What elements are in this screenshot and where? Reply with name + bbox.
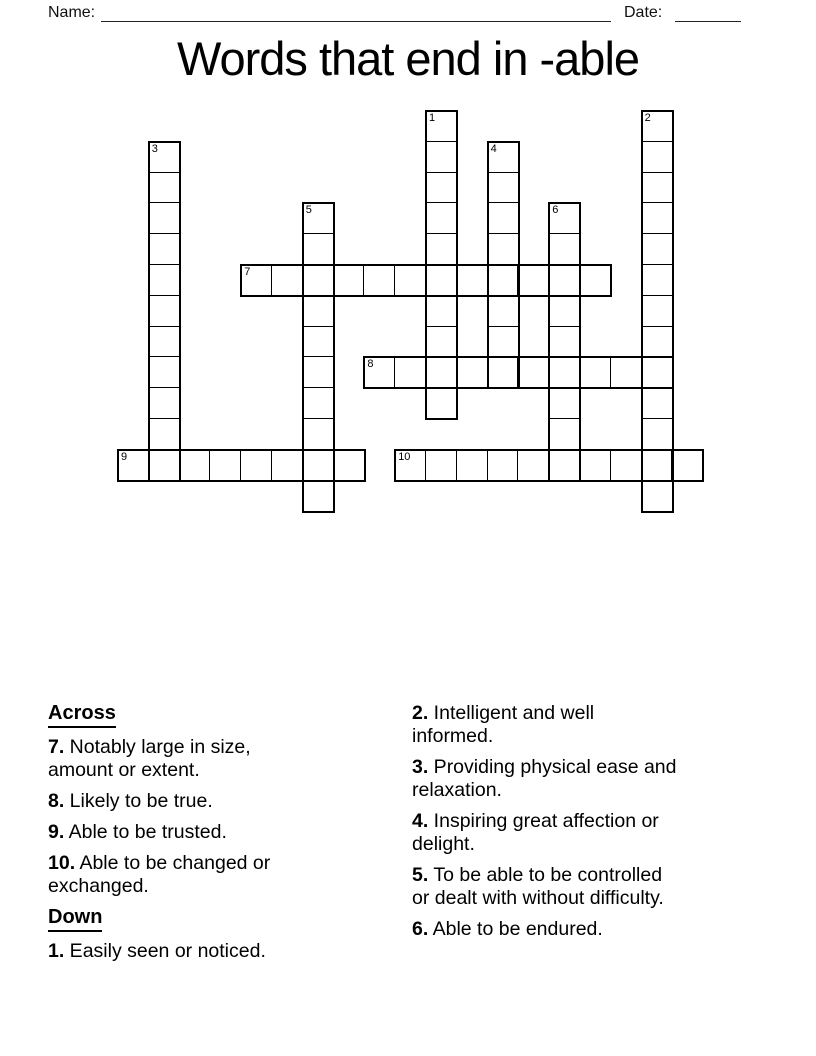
grid-cell[interactable] — [302, 202, 334, 234]
date-label: Date: — [624, 4, 663, 21]
clues-column-left — [48, 702, 403, 971]
grid-cell[interactable] — [641, 387, 673, 419]
clue-item: 3. Providing physical ease and relaxation. — [412, 756, 677, 801]
clue-number: 7. — [48, 736, 65, 758]
grid-cell[interactable] — [333, 264, 365, 296]
grid-cell[interactable] — [487, 264, 519, 296]
grid-cell[interactable] — [302, 326, 334, 358]
grid-cell[interactable] — [425, 449, 457, 481]
clues-column-right — [412, 702, 812, 949]
grid-cell[interactable] — [487, 326, 519, 358]
grid-cell[interactable] — [302, 480, 334, 512]
clue-number: 6. — [412, 918, 429, 940]
grid-cell[interactable] — [487, 141, 519, 173]
grid-cell[interactable] — [148, 172, 180, 204]
grid-cell[interactable] — [425, 110, 457, 142]
grid-cell[interactable] — [548, 295, 580, 327]
grid-cell[interactable] — [302, 418, 334, 450]
grid-cell[interactable] — [148, 449, 180, 481]
grid-cell[interactable] — [517, 356, 549, 388]
clue-item: 4. Inspiring great affection or delight. — [412, 810, 659, 855]
grid-cell[interactable] — [641, 264, 673, 296]
cell-number: 9 — [121, 450, 128, 463]
grid-cell[interactable] — [363, 356, 395, 388]
cell-number: 10 — [398, 450, 411, 463]
name-label: Name: — [48, 4, 96, 21]
grid-cell[interactable] — [548, 326, 580, 358]
grid-cell[interactable] — [425, 233, 457, 265]
grid-cell[interactable] — [271, 449, 303, 481]
grid-cell[interactable] — [394, 264, 426, 296]
grid-cell[interactable] — [456, 264, 488, 296]
grid-cell[interactable] — [148, 326, 180, 358]
grid-cell[interactable] — [548, 202, 580, 234]
cell-number: 2 — [644, 112, 651, 124]
grid-cell[interactable] — [394, 449, 426, 481]
clue-number: 8. — [48, 790, 65, 812]
grid-cell[interactable] — [579, 449, 611, 481]
grid-cell[interactable] — [179, 449, 211, 481]
clue-number: 10. — [48, 852, 76, 874]
grid-cell[interactable] — [302, 264, 334, 296]
clue-number: 2. — [412, 702, 429, 724]
grid-cell[interactable] — [487, 356, 519, 388]
grid-cell[interactable] — [456, 449, 488, 481]
grid-cell[interactable] — [240, 264, 272, 296]
clue-item: 8. Likely to be true. — [48, 790, 213, 812]
grid-cell[interactable] — [148, 141, 180, 173]
grid-cell[interactable] — [548, 356, 580, 388]
grid-cell[interactable] — [641, 356, 673, 388]
grid-cell[interactable] — [148, 356, 180, 388]
grid-cell[interactable] — [425, 141, 457, 173]
grid-cell[interactable] — [517, 449, 549, 481]
grid-cell[interactable] — [548, 449, 580, 481]
grid-cell[interactable] — [456, 356, 488, 388]
grid-cell[interactable] — [148, 233, 180, 265]
grid-cell[interactable] — [271, 264, 303, 296]
grid-cell[interactable] — [425, 172, 457, 204]
grid-cell[interactable] — [148, 295, 180, 327]
clue-number: 3. — [412, 756, 429, 778]
clue-number: 5. — [412, 864, 429, 886]
grid-cell[interactable] — [548, 233, 580, 265]
grid-cell[interactable] — [425, 356, 457, 388]
clue-number: 9. — [48, 821, 65, 843]
grid-cell[interactable] — [641, 202, 673, 234]
grid-cell[interactable] — [487, 449, 519, 481]
grid-cell[interactable] — [641, 326, 673, 358]
cell-number: 5 — [305, 204, 312, 217]
grid-cell[interactable] — [610, 356, 642, 388]
grid-cell[interactable] — [579, 356, 611, 388]
clue-item: 5. To be able to be controlled or dealt with without difficulty. — [412, 864, 664, 909]
grid-cell[interactable] — [333, 449, 365, 481]
grid-cell[interactable] — [641, 110, 673, 142]
grid-cell[interactable] — [117, 449, 149, 481]
grid-cell[interactable] — [641, 449, 673, 481]
clue-number: 4. — [412, 810, 429, 832]
clues-heading-across: Across — [48, 702, 403, 728]
grid-cell[interactable] — [487, 172, 519, 204]
grid-cell[interactable] — [425, 387, 457, 419]
grid-cell[interactable] — [548, 264, 580, 296]
name-write-line[interactable] — [101, 21, 611, 22]
grid-cell[interactable] — [148, 264, 180, 296]
clues-heading-down: Down — [48, 906, 403, 932]
grid-cell[interactable] — [548, 387, 580, 419]
clue-item: 2. Intelligent and well informed. — [412, 702, 595, 747]
clue-item: 7. Notably large in size, amount or extent. — [48, 736, 251, 781]
grid-cell[interactable] — [148, 418, 180, 450]
cell-number: 8 — [367, 358, 374, 371]
clue-item: 6. Able to be endured. — [412, 918, 603, 940]
grid-cell[interactable] — [610, 449, 642, 481]
grid-cell[interactable] — [425, 264, 457, 296]
grid-cell[interactable] — [302, 233, 334, 265]
grid-cell[interactable] — [487, 233, 519, 265]
grid-cell[interactable] — [487, 295, 519, 327]
grid-cell[interactable] — [579, 264, 611, 296]
grid-cell[interactable] — [148, 202, 180, 234]
clue-item: 1. Easily seen or noticed. — [48, 940, 266, 962]
grid-cell[interactable] — [517, 264, 549, 296]
date-write-line[interactable] — [675, 21, 741, 22]
grid-cell[interactable] — [641, 295, 673, 327]
grid-cell[interactable] — [394, 356, 426, 388]
grid-cell[interactable] — [548, 418, 580, 450]
clue-number: 1. — [48, 940, 65, 962]
grid-cell[interactable] — [641, 480, 673, 512]
page-title: Words that end in -able — [176, 32, 640, 85]
grid-cell[interactable] — [209, 449, 241, 481]
grid-cell[interactable] — [425, 326, 457, 358]
cell-number: 7 — [244, 266, 251, 278]
grid-cell[interactable] — [425, 295, 457, 327]
grid-cell[interactable] — [641, 418, 673, 450]
cell-number: 4 — [490, 142, 497, 155]
grid-cell[interactable] — [302, 356, 334, 388]
grid-cell[interactable] — [302, 387, 334, 419]
cell-number: 6 — [552, 204, 559, 217]
clue-item: 10. Able to be changed or exchanged. — [48, 852, 271, 897]
grid-cell[interactable] — [487, 202, 519, 234]
grid-cell[interactable] — [363, 264, 395, 296]
cell-number: 1 — [429, 112, 436, 124]
grid-cell[interactable] — [641, 172, 673, 204]
grid-cell[interactable] — [671, 449, 703, 481]
grid-cell[interactable] — [148, 387, 180, 419]
cell-number: 3 — [151, 142, 158, 155]
grid-cell[interactable] — [240, 449, 272, 481]
grid-cell[interactable] — [641, 141, 673, 173]
clue-item: 9. Able to be trusted. — [48, 821, 227, 843]
grid-cell[interactable] — [425, 202, 457, 234]
grid-cell[interactable] — [302, 449, 334, 481]
grid-cell[interactable] — [302, 295, 334, 327]
grid-cell[interactable] — [641, 233, 673, 265]
